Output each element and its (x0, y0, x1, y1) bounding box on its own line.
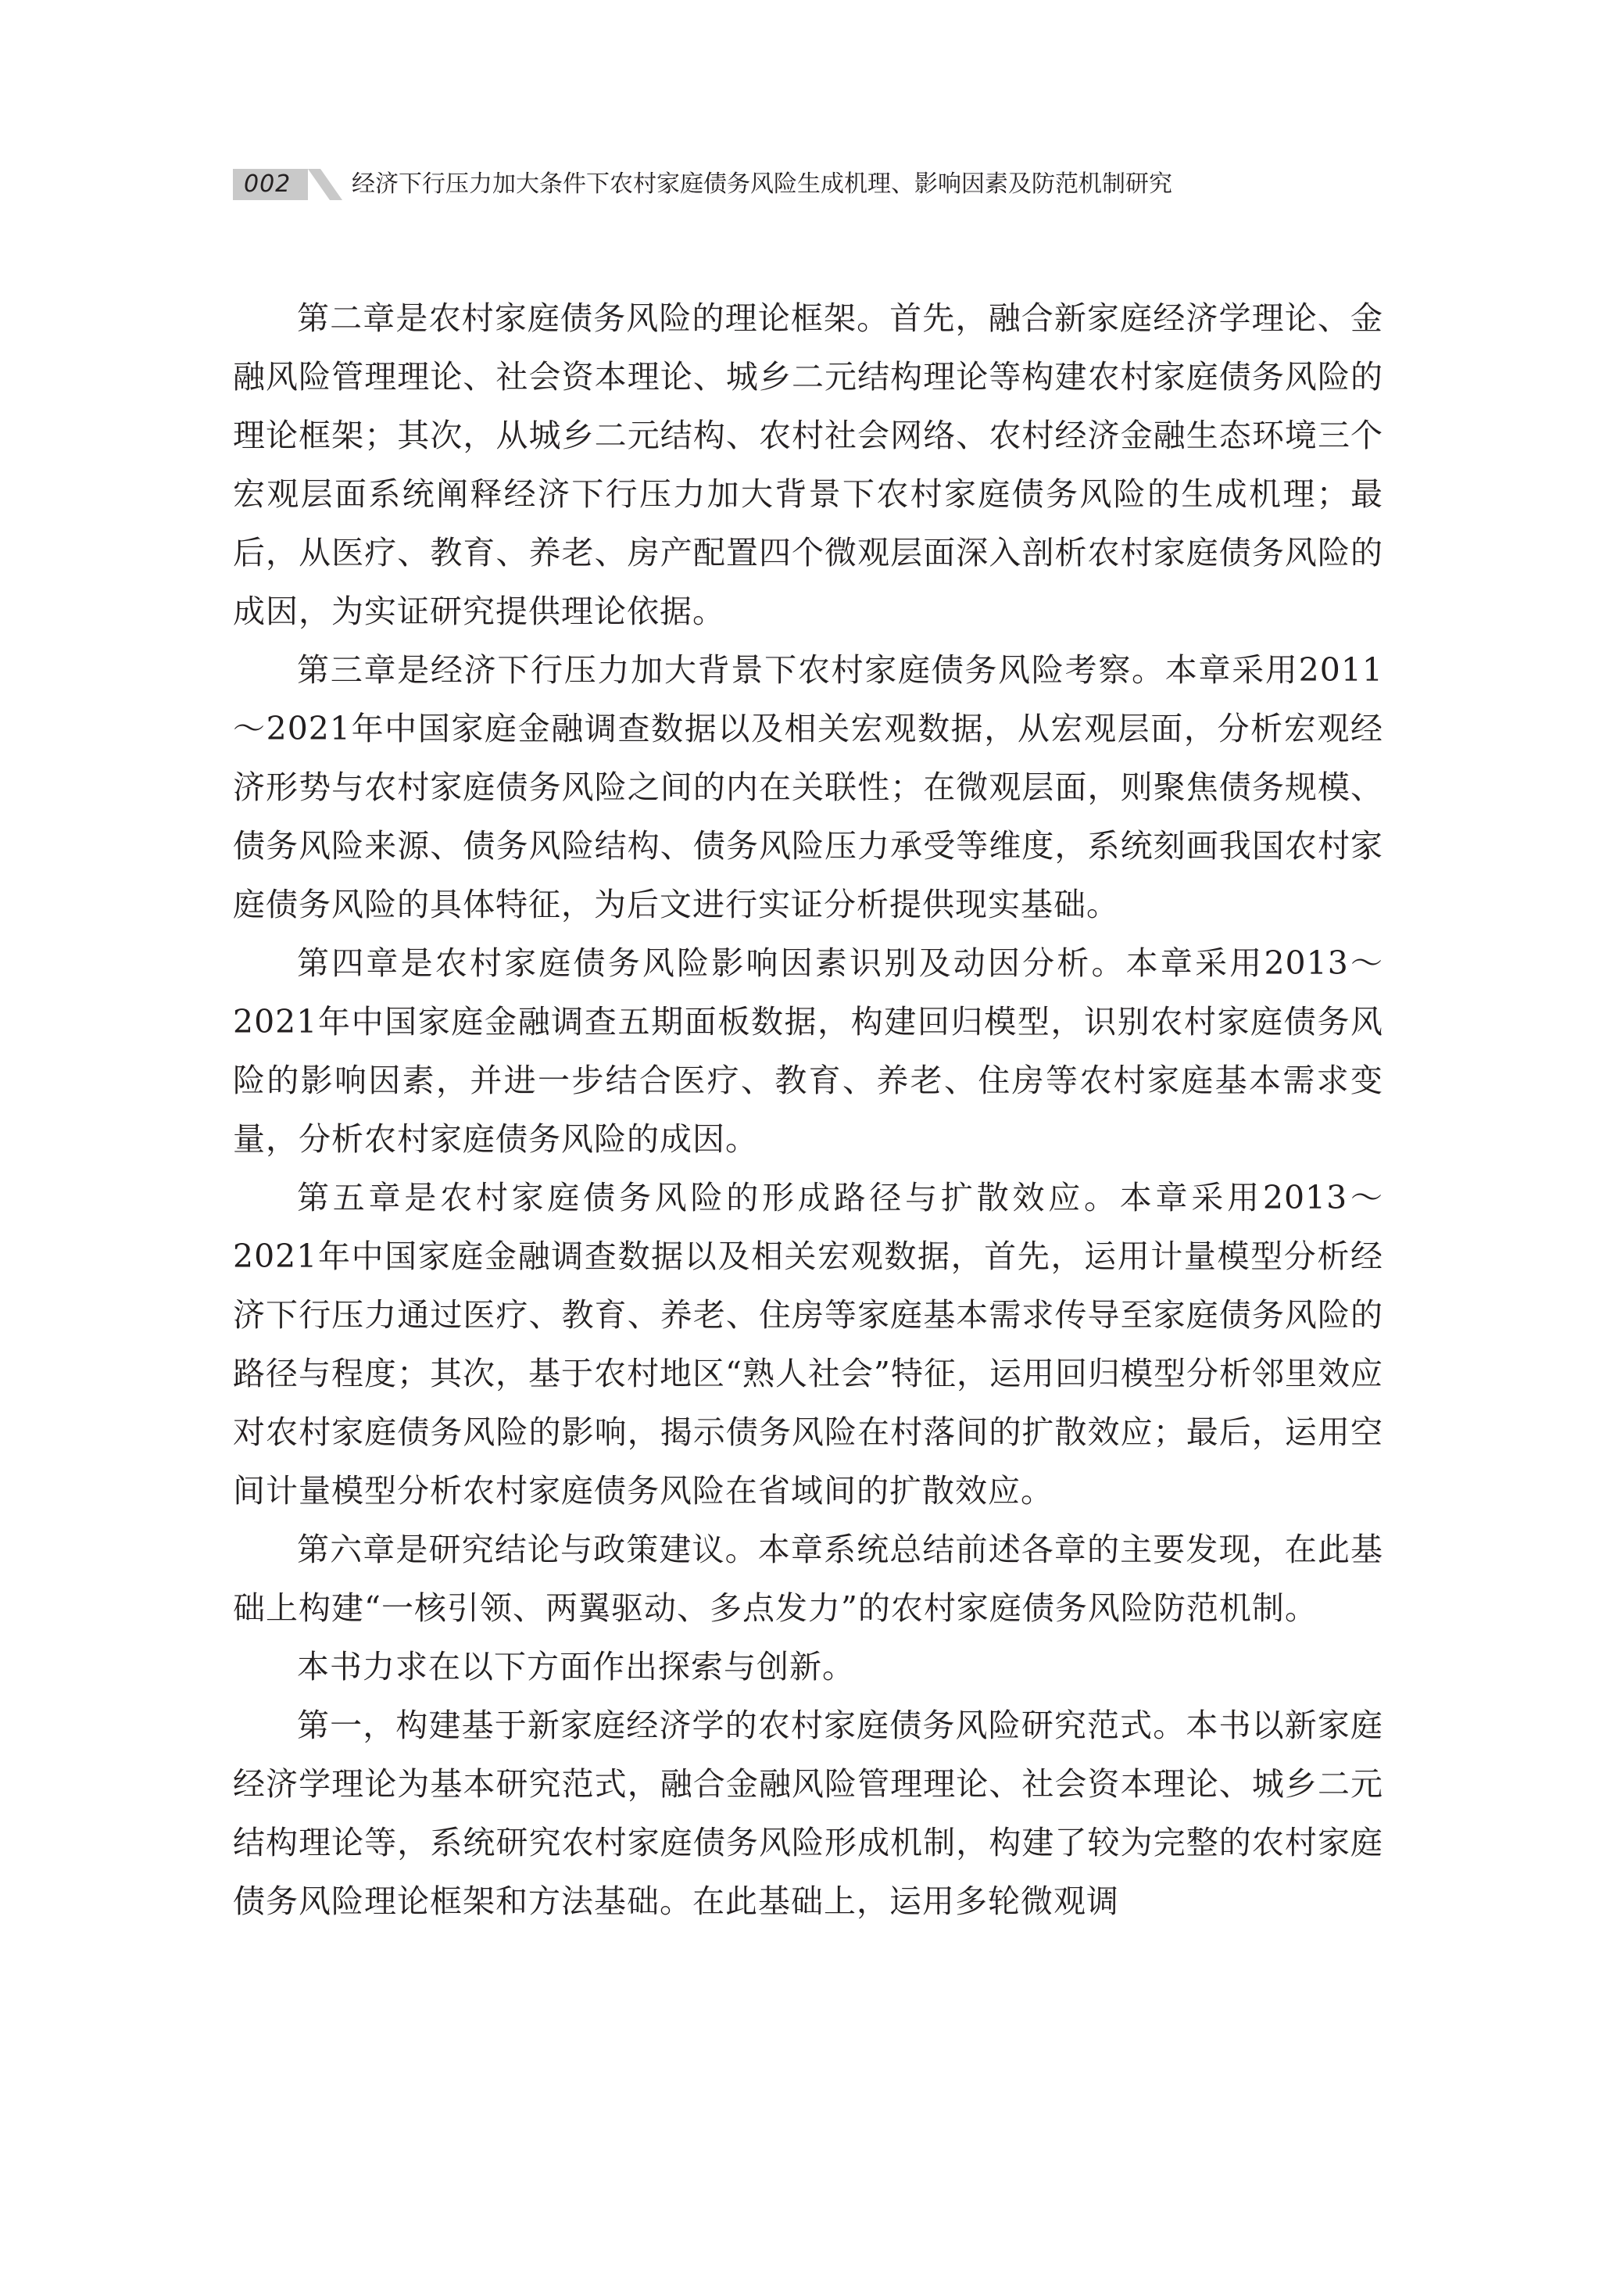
paragraph-chapter-6: 第六章是研究结论与政策建议。本章系统总结前述各章的主要发现，在此基础上构建“一核引领、两翼驱动、多点发力”的农村家庭债务风险防范机制。 (233, 1531, 1383, 1627)
paragraph-innovation-1: 第一，构建基于新家庭经济学的农村家庭债务风险研究范式。本书以新家庭经济学理论为基本研究范式，融合金融风险管理理论、社会资本理论、城乡二元结构理论等，系统研究农村家庭债务风险形成机制，构建了较为完整的农村家庭债务风险理论框架和方法基础。在此基础上，运用多轮微观调 (233, 1707, 1383, 1920)
body-text (233, 289, 1383, 1931)
running-title: 经济下行压力加大条件下农村家庭债务风险生成机理、影响因素及防范机制研究 (352, 170, 1172, 198)
paragraph-chapter-5: 第五章是农村家庭债务风险的形成路径与扩散效应。本章采用2013～2021年中国家庭金融调查数据以及相关宏观数据，首先，运用计量模型分析经济下行压力通过医疗、教育、养老、住房等家庭基本需求传导至家庭债务风险的路径与程度；其次，基于农村地区“熟人社会”特征，运用回归模型分析邻里效应对农村家庭债务风险的影响，揭示债务风险在村落间的扩散效应；最后，运用空间计量模型分析农村家庭债务风险在省域间的扩散效应。 (233, 1179, 1383, 1510)
page-number: 002 (244, 170, 292, 198)
paragraph-chapter-4: 第四章是农村家庭债务风险影响因素识别及动因分析。本章采用2013～2021年中国家庭金融调查五期面板数据，构建回归模型，识别农村家庭债务风险的影响因素，并进一步结合医疗、教育、养老、住房等农村家庭基本需求变量，分析农村家庭债务风险的成因。 (233, 944, 1383, 1158)
paragraph-chapter-2: 第二章是农村家庭债务风险的理论框架。首先，融合新家庭经济学理论、金融风险管理理论、社会资本理论、城乡二元结构理论等构建农村家庭债务风险的理论框架；其次，从城乡二元结构、农村社会网络、农村经济金融生态环境三个宏观层面系统阐释经济下行压力加大背景下农村家庭债务风险的生成机理；最后，从医疗、教育、养老、房产配置四个微观层面深入剖析农村家庭债务风险的成因，为实证研究提供理论依据。 (233, 299, 1383, 630)
paragraph-innovation-intro: 本书力求在以下方面作出探索与创新。 (297, 1648, 855, 1685)
running-header (233, 169, 1405, 200)
header-slash-decoration (297, 169, 344, 200)
paragraph-chapter-3: 第三章是经济下行压力加大背景下农村家庭债务风险考察。本章采用2011～2021年中国家庭金融调查数据以及相关宏观数据，从宏观层面，分析宏观经济形势与农村家庭债务风险之间的内在关联性；在微观层面，则聚焦债务规模、债务风险来源、债务风险结构、债务风险压力承受等维度，系统刻画我国农村家庭债务风险的具体特征，为后文进行实证分析提供现实基础。 (233, 651, 1383, 923)
